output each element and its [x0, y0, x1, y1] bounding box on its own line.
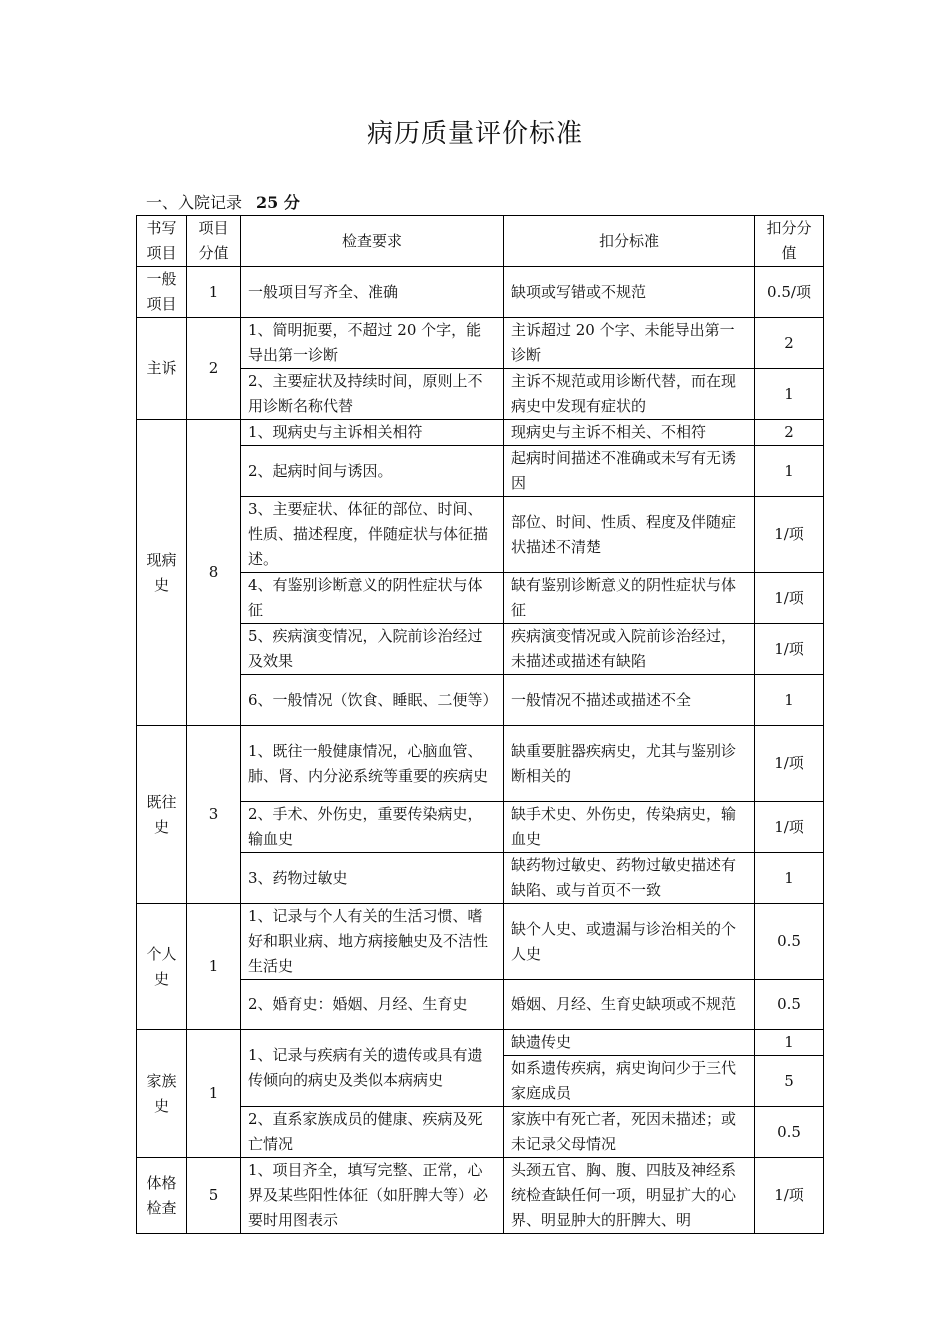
criteria-cell: 缺手术史、外伤史，传染病史，输血史 [504, 802, 755, 853]
table-row [137, 802, 824, 853]
criteria-cell: 现病史与主诉不相关、不相符 [504, 420, 755, 446]
criteria-cell: 缺药物过敏史、药物过敏史描述有缺陷、或与首页不一致 [504, 853, 755, 904]
criteria-cell: 婚姻、月经、生育史缺项或不规范 [504, 980, 755, 1030]
header-criteria: 扣分标准 [504, 216, 755, 267]
requirement-cell: 1、记录与疾病有关的遗传或具有遗传倾向的病史及类似本病病史 [241, 1030, 504, 1107]
table-row [137, 318, 824, 369]
deduction-cell: 0.5 [755, 980, 824, 1030]
requirement-cell: 一般项目写齐全、准确 [241, 267, 504, 318]
requirement-cell: 2、婚育史：婚姻、月经、生育史 [241, 980, 504, 1030]
requirement-cell: 2、主要症状及持续时间，原则上不用诊断名称代替 [241, 369, 504, 420]
requirement-cell: 2、起病时间与诱因。 [241, 446, 504, 497]
requirement-cell: 1、记录与个人有关的生活习惯、嗜好和职业病、地方病接触史及不洁性生活史 [241, 904, 504, 980]
criteria-cell: 部位、时间、性质、程度及伴随症状描述不清楚 [504, 497, 755, 573]
score-cell: 1 [187, 267, 241, 318]
deduction-cell: 0.5 [755, 904, 824, 980]
table-row [137, 904, 824, 980]
table-row [137, 573, 824, 624]
evaluation-table [136, 215, 824, 1234]
score-cell: 1 [187, 1030, 241, 1158]
score-cell: 1 [187, 904, 241, 1030]
table-row [137, 420, 824, 446]
deduction-cell: 1/项 [755, 726, 824, 802]
criteria-cell: 缺重要脏器疾病史，尤其与鉴别诊断相关的 [504, 726, 755, 802]
requirement-cell: 1、项目齐全，填写完整、正常，心界及某些阳性体征（如肝脾大等）必要时用图表示 [241, 1158, 504, 1234]
item-cell: 主诉 [137, 318, 187, 420]
deduction-cell: 1/项 [755, 497, 824, 573]
table-row [137, 853, 824, 904]
requirement-cell: 1、既往一般健康情况，心脑血管、肺、肾、内分泌系统等重要的疾病史 [241, 726, 504, 802]
criteria-cell: 如系遗传疾病，病史询问少于三代家庭成员 [504, 1056, 755, 1107]
table-row [137, 1107, 824, 1158]
criteria-cell: 缺有鉴别诊断意义的阴性症状与体征 [504, 573, 755, 624]
deduction-cell: 2 [755, 420, 824, 446]
requirement-cell: 2、直系家族成员的健康、疾病及死亡情况 [241, 1107, 504, 1158]
criteria-cell: 缺个人史、或遗漏与诊治相关的个人史 [504, 904, 755, 980]
criteria-cell: 家族中有死亡者，死因未描述；或未记录父母情况 [504, 1107, 755, 1158]
deduction-cell: 5 [755, 1056, 824, 1107]
item-cell: 既往史 [137, 726, 187, 904]
requirement-cell: 3、药物过敏史 [241, 853, 504, 904]
score-cell: 2 [187, 318, 241, 420]
criteria-cell: 缺遗传史 [504, 1030, 755, 1056]
section-heading [146, 190, 300, 213]
deduction-cell: 0.5 [755, 1107, 824, 1158]
table-row [137, 1158, 824, 1234]
table-row [137, 267, 824, 318]
section-points: 25 分 [256, 193, 300, 212]
criteria-cell: 主诉超过 20 个字、未能导出第一诊断 [504, 318, 755, 369]
section-title: 一、入院记录 [146, 193, 243, 212]
table-row [137, 369, 824, 420]
deduction-cell: 1 [755, 675, 824, 726]
score-cell: 3 [187, 726, 241, 904]
requirement-cell: 4、有鉴别诊断意义的阴性症状与体征 [241, 573, 504, 624]
requirement-cell: 2、手术、外伤史，重要传染病史，输血史 [241, 802, 504, 853]
table-row [137, 624, 824, 675]
deduction-cell: 1 [755, 446, 824, 497]
deduction-cell: 0.5/项 [755, 267, 824, 318]
header-deduction: 扣分分值 [755, 216, 824, 267]
criteria-cell: 起病时间描述不准确或未写有无诱因 [504, 446, 755, 497]
header-item: 书写项目 [137, 216, 187, 267]
score-cell: 8 [187, 420, 241, 726]
deduction-cell: 1 [755, 1030, 824, 1056]
document-title: 病历质量评价标准 [366, 119, 583, 149]
header-score: 项目分值 [187, 216, 241, 267]
table-row [137, 497, 824, 573]
deduction-cell: 1/项 [755, 573, 824, 624]
criteria-cell: 头颈五官、胸、腹、四肢及神经系统检查缺任何一项，明显扩大的心界、明显肿大的肝脾大、明 [504, 1158, 755, 1234]
requirement-cell: 6、一般情况（饮食、睡眠、二便等） [241, 675, 504, 726]
deduction-cell: 1/项 [755, 624, 824, 675]
requirement-cell: 1、简明扼要，不超过 20 个字，能导出第一诊断 [241, 318, 504, 369]
criteria-cell: 缺项或写错或不规范 [504, 267, 755, 318]
table-row [137, 726, 824, 802]
table-row [137, 1030, 824, 1056]
table-header-row [137, 216, 824, 267]
table-row [137, 446, 824, 497]
score-cell: 5 [187, 1158, 241, 1234]
item-cell: 一般项目 [137, 267, 187, 318]
requirement-cell: 3、主要症状、体征的部位、时间、性质、描述程度，伴随症状与体征描述。 [241, 497, 504, 573]
requirement-cell: 5、疾病演变情况，入院前诊治经过及效果 [241, 624, 504, 675]
table-row [137, 675, 824, 726]
criteria-cell: 疾病演变情况或入院前诊治经过，未描述或描述有缺陷 [504, 624, 755, 675]
item-cell: 现病史 [137, 420, 187, 726]
item-cell: 体格检查 [137, 1158, 187, 1234]
deduction-cell: 1 [755, 853, 824, 904]
deduction-cell: 1/项 [755, 1158, 824, 1234]
criteria-cell: 一般情况不描述或描述不全 [504, 675, 755, 726]
table-row [137, 980, 824, 1030]
deduction-cell: 1/项 [755, 802, 824, 853]
item-cell: 个人史 [137, 904, 187, 1030]
deduction-cell: 2 [755, 318, 824, 369]
header-requirement: 检查要求 [241, 216, 504, 267]
requirement-cell: 1、现病史与主诉相关相符 [241, 420, 504, 446]
deduction-cell: 1 [755, 369, 824, 420]
item-cell: 家族史 [137, 1030, 187, 1158]
criteria-cell: 主诉不规范或用诊断代替，而在现病史中发现有症状的 [504, 369, 755, 420]
